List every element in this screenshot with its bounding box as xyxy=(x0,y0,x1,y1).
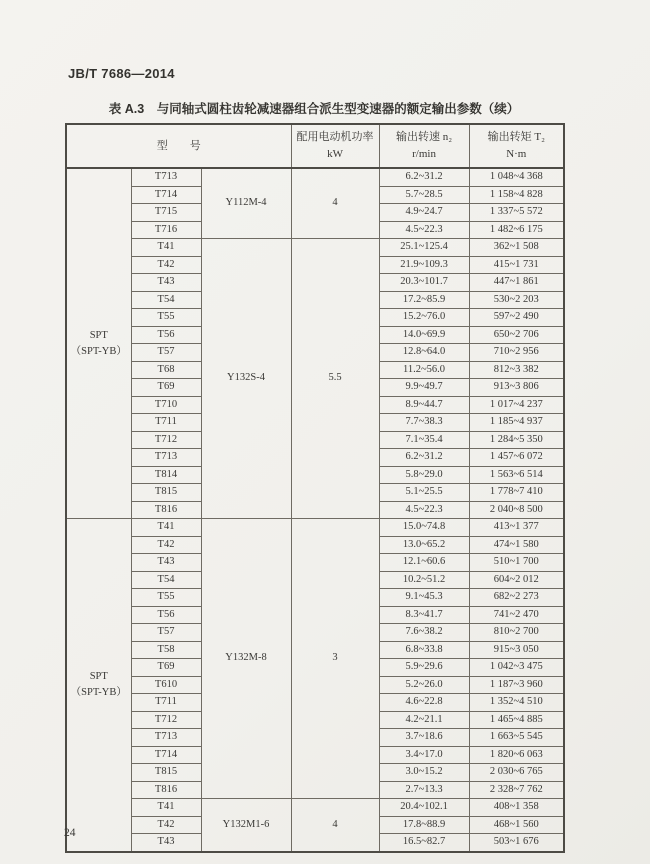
model-cell: T69 xyxy=(131,379,201,397)
torque-cell: 1 778~7 410 xyxy=(469,484,564,502)
torque-cell: 1 048~4 368 xyxy=(469,168,564,186)
speed-cell: 20.3~101.7 xyxy=(379,274,469,292)
model-cell: T42 xyxy=(131,256,201,274)
speed-cell: 4.5~22.3 xyxy=(379,501,469,519)
speed-cell: 11.2~56.0 xyxy=(379,361,469,379)
model-cell: T816 xyxy=(131,501,201,519)
torque-cell: 812~3 382 xyxy=(469,361,564,379)
table-row xyxy=(66,168,564,186)
torque-cell: 474~1 580 xyxy=(469,536,564,554)
speed-cell: 9.9~49.7 xyxy=(379,379,469,397)
group-label-line: SPT xyxy=(89,329,108,341)
torque-cell: 1 465~4 885 xyxy=(469,711,564,729)
speed-cell: 9.1~45.3 xyxy=(379,589,469,607)
model-cell: T57 xyxy=(131,344,201,362)
group-label-line: （SPT-YB） xyxy=(70,345,127,357)
torque-cell: 408~1 358 xyxy=(469,799,564,817)
table-header xyxy=(66,124,564,168)
model-cell: T43 xyxy=(131,834,201,852)
torque-cell: 597~2 490 xyxy=(469,309,564,327)
power-cell: 4 xyxy=(291,799,379,852)
model-cell: T41 xyxy=(131,519,201,537)
motor-cell: Y132M1-6 xyxy=(201,799,291,852)
model-cell: T714 xyxy=(131,746,201,764)
speed-cell: 16.5~82.7 xyxy=(379,834,469,852)
model-cell: T713 xyxy=(131,449,201,467)
speed-cell: 8.9~44.7 xyxy=(379,396,469,414)
table-title: 表 A.3 与同轴式圆柱齿轮减速器组合派生型变速器的额定输出参数（续） xyxy=(108,102,520,116)
speed-cell: 13.0~65.2 xyxy=(379,536,469,554)
speed-cell: 3.7~18.6 xyxy=(379,729,469,747)
speed-cell: 3.0~15.2 xyxy=(379,764,469,782)
model-cell: T58 xyxy=(131,641,201,659)
model-cell: T57 xyxy=(131,624,201,642)
speed-cell: 17.8~88.9 xyxy=(379,816,469,834)
col-header-model xyxy=(66,124,291,168)
torque-cell: 810~2 700 xyxy=(469,624,564,642)
model-cell: T712 xyxy=(131,711,201,729)
speed-cell: 20.4~102.1 xyxy=(379,799,469,817)
table-row xyxy=(66,519,564,537)
torque-cell: 1 457~6 072 xyxy=(469,449,564,467)
speed-cell: 7.6~38.2 xyxy=(379,624,469,642)
col-header-speed xyxy=(379,124,469,168)
model-cell: T68 xyxy=(131,361,201,379)
torque-cell: 1 820~6 063 xyxy=(469,746,564,764)
torque-cell: 447~1 861 xyxy=(469,274,564,292)
torque-cell: 1 158~4 828 xyxy=(469,186,564,204)
torque-cell: 468~1 560 xyxy=(469,816,564,834)
speed-cell: 25.1~125.4 xyxy=(379,239,469,257)
col-header-torque xyxy=(469,124,564,168)
torque-cell: 1 563~6 514 xyxy=(469,466,564,484)
torque-cell: 362~1 508 xyxy=(469,239,564,257)
motor-cell: Y112M-4 xyxy=(201,168,291,239)
group-label-line: SPT xyxy=(89,671,108,682)
col-header-model-label: 型 号 xyxy=(156,139,201,152)
torque-cell: 510~1 700 xyxy=(469,554,564,572)
table-row xyxy=(66,799,564,817)
model-cell: T815 xyxy=(131,764,201,782)
torque-cell: 1 284~5 350 xyxy=(469,431,564,449)
col-header-speed-unit: r/min xyxy=(412,148,436,160)
motor-cell: Y132M-8 xyxy=(201,519,291,799)
col-header-torque-label: 输出转矩 T₂ xyxy=(487,131,545,144)
model-cell: T610 xyxy=(131,676,201,694)
torque-cell: 915~3 050 xyxy=(469,641,564,659)
model-cell: T43 xyxy=(131,274,201,292)
speed-cell: 4.9~24.7 xyxy=(379,204,469,222)
speed-cell: 6.2~31.2 xyxy=(379,168,469,186)
torque-cell: 1 663~5 545 xyxy=(469,729,564,747)
torque-cell: 1 337~5 572 xyxy=(469,204,564,222)
model-cell: T711 xyxy=(131,694,201,712)
torque-cell: 1 017~4 237 xyxy=(469,396,564,414)
speed-cell: 17.2~85.9 xyxy=(379,291,469,309)
model-cell: T42 xyxy=(131,536,201,554)
torque-cell: 1 482~6 175 xyxy=(469,221,564,239)
torque-cell: 710~2 956 xyxy=(469,344,564,362)
model-cell: T55 xyxy=(131,589,201,607)
model-cell: T715 xyxy=(131,204,201,222)
model-cell: T43 xyxy=(131,554,201,572)
power-cell: 5.5 xyxy=(291,239,379,519)
speed-cell: 8.3~41.7 xyxy=(379,606,469,624)
model-cell: T56 xyxy=(131,606,201,624)
speed-cell: 5.9~29.6 xyxy=(379,659,469,677)
speed-cell: 4.5~22.3 xyxy=(379,221,469,239)
col-header-power xyxy=(291,124,379,168)
model-cell: T815 xyxy=(131,484,201,502)
model-cell: T816 xyxy=(131,781,201,799)
page-number: 24 xyxy=(64,827,76,839)
group-label-line: （SPT-YB） xyxy=(70,686,127,698)
model-cell: T711 xyxy=(131,414,201,432)
torque-cell: 682~2 273 xyxy=(469,589,564,607)
model-cell: T41 xyxy=(131,799,201,817)
col-header-torque-unit: N·m xyxy=(506,148,527,160)
torque-cell: 1 042~3 475 xyxy=(469,659,564,677)
torque-cell: 413~1 377 xyxy=(469,519,564,537)
model-cell: T54 xyxy=(131,291,201,309)
speed-cell: 10.2~51.2 xyxy=(379,571,469,589)
speed-cell: 5.1~25.5 xyxy=(379,484,469,502)
torque-cell: 503~1 676 xyxy=(469,834,564,852)
speed-cell: 4.6~22.8 xyxy=(379,694,469,712)
speed-cell: 7.7~38.3 xyxy=(379,414,469,432)
speed-cell: 12.1~60.6 xyxy=(379,554,469,572)
speed-cell: 3.4~17.0 xyxy=(379,746,469,764)
model-cell: T713 xyxy=(131,729,201,747)
torque-cell: 1 352~4 510 xyxy=(469,694,564,712)
model-cell: T710 xyxy=(131,396,201,414)
speed-cell: 4.2~21.1 xyxy=(379,711,469,729)
power-cell: 4 xyxy=(291,168,379,239)
motor-cell: Y132S-4 xyxy=(201,239,291,519)
speed-cell: 15.0~74.8 xyxy=(379,519,469,537)
torque-cell: 530~2 203 xyxy=(469,291,564,309)
model-cell: T712 xyxy=(131,431,201,449)
torque-cell: 604~2 012 xyxy=(469,571,564,589)
doc-number: JB/T 7686—2014 xyxy=(68,66,175,81)
speed-cell: 5.2~26.0 xyxy=(379,676,469,694)
speed-cell: 2.7~13.3 xyxy=(379,781,469,799)
power-cell: 3 xyxy=(291,519,379,799)
table-row xyxy=(66,239,564,257)
rated-output-parameters-table xyxy=(65,123,565,853)
speed-cell: 14.0~69.9 xyxy=(379,326,469,344)
speed-cell: 6.2~31.2 xyxy=(379,449,469,467)
torque-cell: 650~2 706 xyxy=(469,326,564,344)
model-cell: T814 xyxy=(131,466,201,484)
model-cell: T55 xyxy=(131,309,201,327)
model-cell: T54 xyxy=(131,571,201,589)
model-cell: T69 xyxy=(131,659,201,677)
header-row xyxy=(66,124,564,168)
model-cell: T713 xyxy=(131,168,201,186)
speed-cell: 6.8~33.8 xyxy=(379,641,469,659)
torque-cell: 913~3 806 xyxy=(469,379,564,397)
torque-cell: 1 185~4 937 xyxy=(469,414,564,432)
model-cell: T42 xyxy=(131,816,201,834)
col-header-power-label: 配用电动机功率 xyxy=(296,131,374,144)
torque-cell: 2 328~7 762 xyxy=(469,781,564,799)
group-cell xyxy=(66,168,131,519)
col-header-power-unit: kW xyxy=(327,148,343,160)
speed-cell: 7.1~35.4 xyxy=(379,431,469,449)
group-cell xyxy=(66,519,131,852)
torque-cell: 2 040~8 500 xyxy=(469,501,564,519)
speed-cell: 21.9~109.3 xyxy=(379,256,469,274)
torque-cell: 741~2 470 xyxy=(469,606,564,624)
torque-cell: 415~1 731 xyxy=(469,256,564,274)
model-cell: T56 xyxy=(131,326,201,344)
model-cell: T716 xyxy=(131,221,201,239)
speed-cell: 5.8~29.0 xyxy=(379,466,469,484)
model-cell: T714 xyxy=(131,186,201,204)
speed-cell: 5.7~28.5 xyxy=(379,186,469,204)
speed-cell: 15.2~76.0 xyxy=(379,309,469,327)
model-cell: T41 xyxy=(131,239,201,257)
torque-cell: 2 030~6 765 xyxy=(469,764,564,782)
col-header-speed-label: 输出转速 n₂ xyxy=(395,131,453,144)
speed-cell: 12.8~64.0 xyxy=(379,344,469,362)
torque-cell: 1 187~3 960 xyxy=(469,676,564,694)
table-body xyxy=(66,168,564,852)
